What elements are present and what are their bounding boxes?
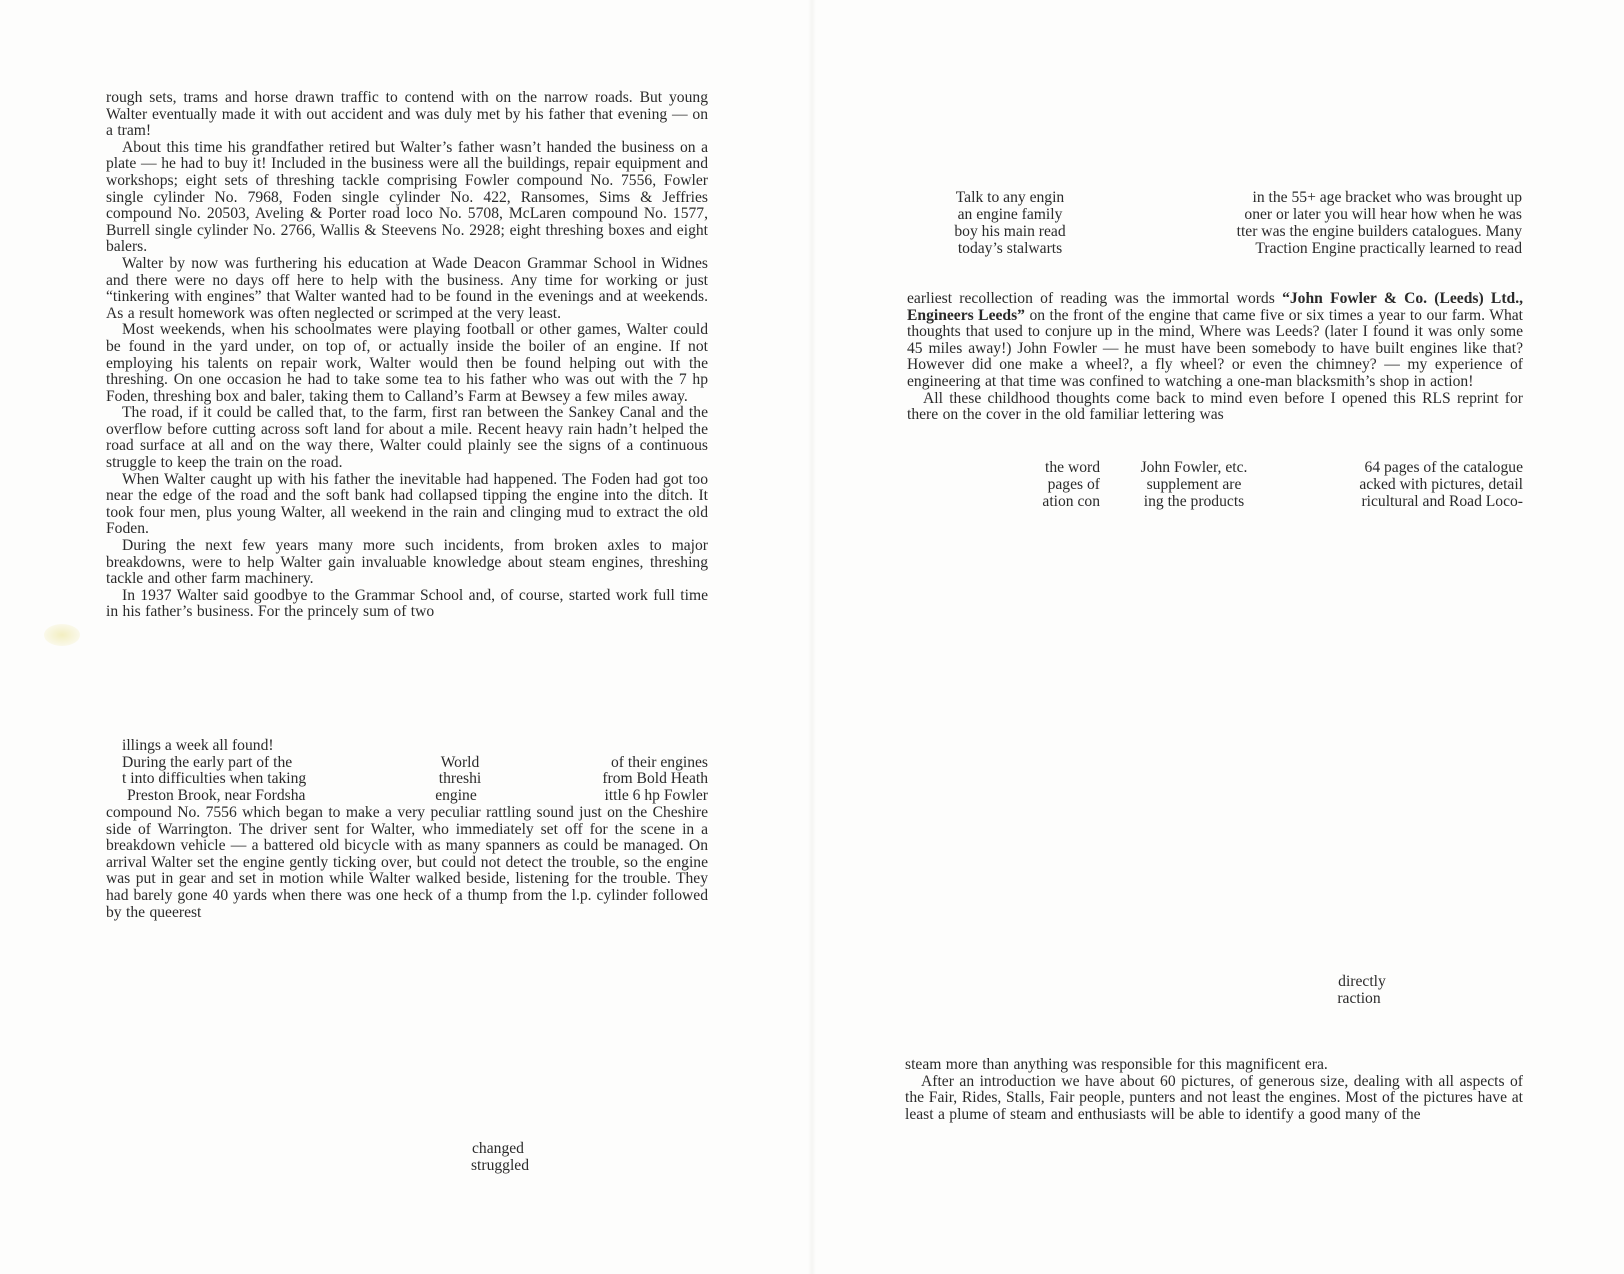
right-paragraph-reprint: All these childhood thoughts come back to mind even before I opened this RLS reprint for there on the cover in the old familiar lettering was (907, 389, 1523, 424)
right-mid-fragment: ation con (1042, 493, 1100, 510)
right-top-fragment: Traction Engine practically learned to read (1255, 240, 1522, 257)
left-paragraph: In 1937 Walter said goodbye to the Grammar School and, of course, started work full time in his father’s business. For the princely sum of two (106, 586, 708, 621)
right-top-fragment: in the 55+ age bracket who was brought up (1252, 189, 1522, 206)
right-top-fragment: oner or later you will hear how when he was (1244, 206, 1522, 223)
left-fragment-line: illings a week all found! (122, 737, 274, 754)
right-mid-fragment: pages of (1047, 476, 1100, 493)
left-fragment-line: threshi (438, 770, 482, 787)
right-paragraph-fowler: earliest recollection of reading was the immortal words “John Fowler & Co. (Leeds) Ltd., Engineers Leeds” on the front of the engine that came five or six times a year to our farm. What thoughts that used to conjure up in the mind, Where was Leeds? (later I found it was only some 45 miles away!) John Fowler — he must have been somebody to have built engines like that? However did one make a wheel?, a fly wheel? or even the chimney? — my experience of engineering at that time was confined to watching a one-man blacksmith’s shop in action! (907, 290, 1524, 390)
right-top-fragment: Talk to any engin (955, 189, 1065, 206)
right-mid-fragment: 64 pages of the catalogue (1364, 459, 1523, 476)
right-top-fragment: today’s stalwarts (957, 240, 1063, 257)
left-fragment-line: from Bold Heath (602, 770, 708, 787)
side-word: directly (1338, 973, 1386, 990)
left-paragraph: The road, if it could be called that, to the farm, first ran between the Sankey Canal and the overflow before cutting across soft land for about a mile. Recent heavy rain hadn’t helped the road surface at all and on the way there, Walter could plainly see the signs of a continuous struggle to keep the train on the road. (106, 404, 708, 472)
left-fragment-line: Preston Brook, near Fordsha (127, 787, 306, 804)
left-fragment-line: t into difficulties when taking (122, 770, 307, 787)
side-word: raction (1337, 990, 1381, 1007)
right-main-text (907, 291, 1523, 424)
left-fragment-line: World (440, 754, 480, 771)
left-paragraph: About this time his grandfather retired but Walter’s father wasn’t handed the business on a plate — he had to buy it! Included in the business were all the buildings, repair equipment and workshops; eight sets of threshing tackle comprising Fowler compound No. 7556, Fowler single cylinder No. 7968, Foden single cylinder No. 422, Ransomes, Sims & Jeffries compound No. 20503, Aveling & Porter road loco No. 5708, McLaren compound No. 1577, Burrell single cylinder No. 2766, Wallis & Steevens No. 2928; eight threshing boxes and eight balers. (106, 138, 708, 256)
right-mid-fragment: supplement are (1146, 476, 1242, 493)
left-paragraph: Walter by now was furthering his education at Wade Deacon Grammar School in Widnes and there were no days off here to help with the business. Any time for working or just “tinkering with engines” that Walter wanted had to be found in the evenings and at weekends. As a result homework was often neglected or scrimped at the very least. (106, 254, 708, 322)
left-fragment-line: During the early part of the (122, 754, 293, 771)
right-mid-fragment: ing the products (1143, 493, 1245, 510)
fowler-name: “John Fowler & Co. (Leeds) Ltd., Engineers Leeds” (907, 290, 1523, 324)
right-bottom-paragraph: After an introduction we have about 60 pictures, of generous size, dealing with all aspects of the Fair, Rides, Stalls, Fair people, punters and not least the engines. Most of the pictures have at least a plume of steam and enthusiasts will be able to identify a good many of the (905, 1072, 1523, 1123)
bottom-word: changed (472, 1140, 524, 1157)
right-page (812, 0, 1624, 1274)
right-bottom-text (905, 1057, 1523, 1123)
left-tail-paragraph (106, 805, 708, 921)
left-body-text (106, 90, 708, 621)
left-fragment-line: engine (435, 787, 477, 804)
left-paragraph: When Walter caught up with his father the inevitable had happened. The Foden had got too near the edge of the road and the soft bank had collapsed tipping the engine into the ditch. It took four men, plus young Walter, all weekend in the rain and clinging mud to extract the old Foden. (106, 470, 708, 538)
right-mid-fragment: ricultural and Road Loco- (1361, 493, 1523, 510)
right-top-fragment: tter was the engine builders catalogues. Many (1236, 223, 1522, 240)
left-paragraph: Most weekends, when his schoolmates were playing football or other games, Walter could be found in the yard under, on top of, or actually inside the boiler of an engine. If not employing his talents on repair work, Walter would then be found helping out with the threshing. On one occasion he had to take some tea to his father who was out with the 7 hp Foden, threshing box and baler, taking them to Calland’s Farm at Bewsey a few miles away. (106, 321, 708, 405)
left-fragment-line: of their engines (611, 754, 708, 771)
left-paragraph: rough sets, trams and horse drawn traffic to contend with on the narrow roads. But young Walter eventually made it with out accident and was duly met by his father that evening — on a tram! (106, 89, 708, 140)
bottom-word: struggled (470, 1157, 530, 1174)
right-mid-fragment: the word (1045, 459, 1100, 476)
left-fragment-line: ittle 6 hp Fowler (604, 787, 708, 804)
right-top-fragment: an engine family (957, 206, 1063, 223)
right-bottom-line: steam more than anything was responsible for this magnificent era. (905, 1056, 1328, 1073)
left-paragraph: During the next few years many more such incidents, from broken axles to major breakdowns, were to help Walter gain invaluable knowledge about steam engines, threshing tackle and other farm machinery. (106, 537, 708, 588)
right-mid-fragment: acked with pictures, detail (1359, 476, 1523, 493)
left-tail-text: compound No. 7556 which began to make a very peculiar rattling sound just on the Cheshire side of Warrington. The driver sent for Walter, who immediately set off for the scene in a breakdown vehicle — a battered old bicycle with as many spanners as could be managed. On arrival Walter set the engine gently ticking over, but could not detect the trouble, so the engine was put in gear and set in motion while Walter walked beside, listening for the trouble. They had barely gone 40 yards when there was one heck of a thump from the l.p. cylinder followed by the queerest (106, 804, 708, 921)
right-top-fragment: boy his main read (954, 223, 1066, 240)
right-mid-fragment: John Fowler, etc. (1140, 459, 1248, 476)
